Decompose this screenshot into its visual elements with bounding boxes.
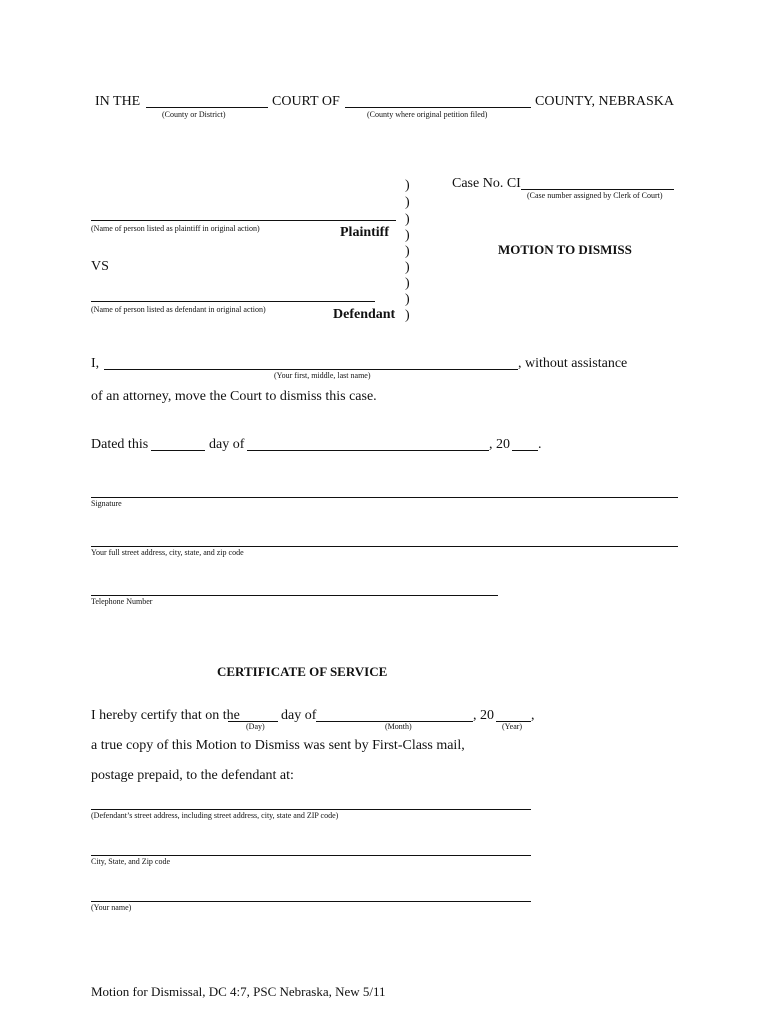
county-or-district-field[interactable] <box>146 94 268 108</box>
body-i: I, <box>91 356 100 371</box>
caption-paren: ) <box>405 292 410 307</box>
certify-text: I hereby certify that on the <box>91 708 240 723</box>
caption-paren: ) <box>405 244 410 259</box>
defendant-address-hint: (Defendant’s street address, including street address, city, state and ZIP code) <box>91 811 339 820</box>
dated-this-text: Dated this <box>91 437 149 452</box>
vs-label: VS <box>91 259 109 274</box>
your-name-hint: (Your first, middle, last name) <box>274 371 371 380</box>
case-no-field[interactable] <box>521 176 674 190</box>
caption-paren: ) <box>405 276 410 291</box>
county-or-district-hint: (County or District) <box>162 110 226 119</box>
caption-paren: ) <box>405 228 410 243</box>
certificate-title: CERTIFICATE OF SERVICE <box>217 664 388 679</box>
telephone-field[interactable] <box>91 582 498 596</box>
certify-day-of-text: day of <box>281 708 317 723</box>
motion-title: MOTION TO DISMISS <box>498 242 632 257</box>
your-name-certificate-field[interactable] <box>91 888 531 902</box>
caption-paren: ) <box>405 195 410 210</box>
dated-year-field[interactable] <box>512 437 538 451</box>
certify-year-field[interactable] <box>496 708 531 722</box>
dated-comma-20: , 20 <box>489 437 510 452</box>
plaintiff-label: Plaintiff <box>340 225 389 240</box>
telephone-hint: Telephone Number <box>91 597 153 606</box>
certify-line-2: a true copy of this Motion to Dismiss was sent by First-Class mail, <box>91 738 465 753</box>
certify-line-3: postage prepaid, to the defendant at: <box>91 768 294 783</box>
without-assistance-text: , without assistance <box>518 356 628 371</box>
caption-paren: ) <box>405 308 410 323</box>
plaintiff-name-field[interactable] <box>91 207 396 221</box>
county-petition-hint: (County where original petition filed) <box>367 110 488 119</box>
defendant-label: Defendant <box>333 307 396 322</box>
header-court-of: COURT OF <box>272 94 340 109</box>
county-petition-field[interactable] <box>345 94 531 108</box>
signature-hint: Signature <box>91 499 122 508</box>
dated-period: . <box>538 437 542 452</box>
header-county-nebraska: COUNTY, NEBRASKA <box>535 94 674 109</box>
month-hint: (Month) <box>385 722 412 731</box>
dated-day-of-text: day of <box>209 437 245 452</box>
dated-day-field[interactable] <box>151 437 205 451</box>
day-hint: (Day) <box>246 722 265 731</box>
caption-paren: ) <box>405 212 410 227</box>
street-address-field[interactable] <box>91 533 678 547</box>
plaintiff-hint: (Name of person listed as plaintiff in original action) <box>91 224 260 233</box>
year-hint: (Year) <box>502 722 523 731</box>
dated-month-field[interactable] <box>247 437 489 451</box>
caption-paren: ) <box>405 178 410 193</box>
case-no-hint: (Case number assigned by Clerk of Court) <box>527 191 663 200</box>
your-name-field[interactable] <box>104 356 518 370</box>
certify-month-field[interactable] <box>316 708 473 722</box>
certify-day-field[interactable] <box>228 708 278 722</box>
certify-comma: , <box>531 708 535 723</box>
defendant-hint: (Name of person listed as defendant in original action) <box>91 305 266 314</box>
defendant-name-field[interactable] <box>91 288 375 302</box>
city-state-zip-hint: City, State, and Zip code <box>91 857 171 866</box>
city-state-zip-field[interactable] <box>91 842 531 856</box>
caption-paren: ) <box>405 260 410 275</box>
certify-comma-20: , 20 <box>473 708 494 723</box>
footer-text: Motion for Dismissal, DC 4:7, PSC Nebraska, New 5/11 <box>91 984 386 999</box>
your-name-certificate-hint: (Your name) <box>91 903 132 912</box>
move-court-text: of an attorney, move the Court to dismiss this case. <box>91 389 377 404</box>
signature-field[interactable] <box>91 484 678 498</box>
street-address-hint: Your full street address, city, state, and zip code <box>91 548 244 557</box>
defendant-address-field[interactable] <box>91 796 531 810</box>
header-in-the: IN THE <box>95 94 141 109</box>
case-no-label: Case No. CI <box>452 176 521 191</box>
